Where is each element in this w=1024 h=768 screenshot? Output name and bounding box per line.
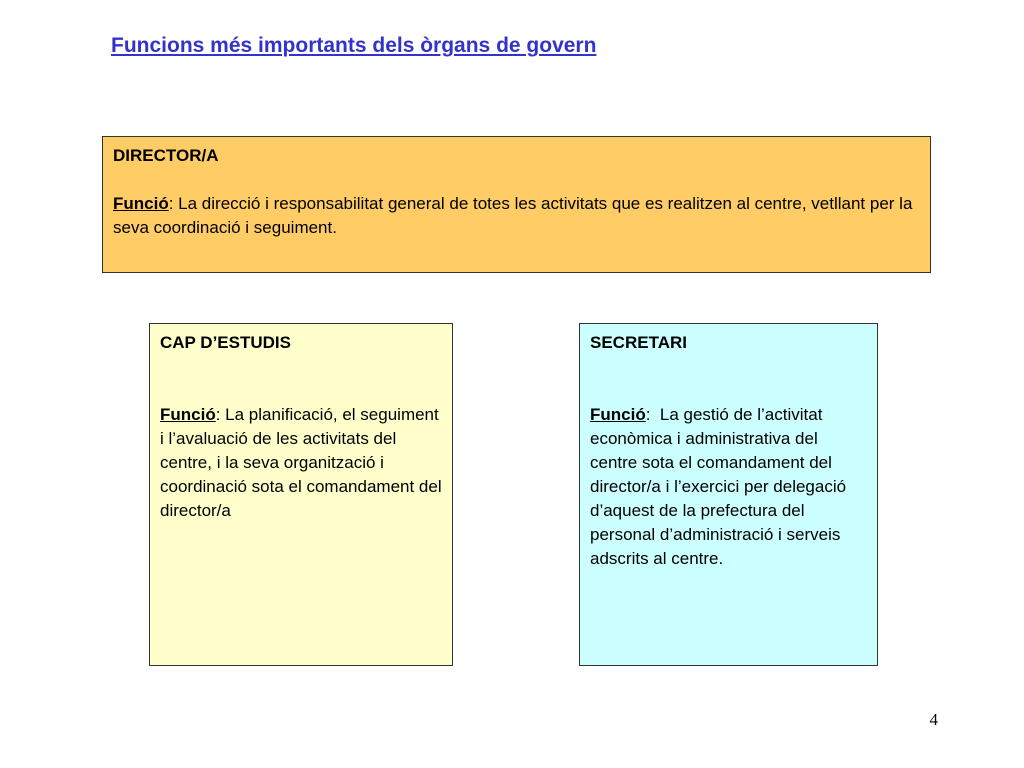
director-function-text: : La direcció i responsabilitat general de totes les activitats que es realitzen al centre, vetllant per la seva coordinació i seguiment. — [113, 194, 913, 237]
spacer — [160, 355, 442, 403]
spacer — [590, 355, 867, 403]
spacer — [113, 168, 920, 192]
cap-estudis-heading: CAP D’ESTUDIS — [160, 333, 291, 352]
secretari-function-label: Funció — [590, 405, 646, 424]
cap-estudis-box — [149, 323, 453, 666]
secretari-function-text: : La gestió de l’activitat econòmica i administrativa del centre sota el comandament del director/a i l’exercici per delegació d’aquest de la prefectura del personal d’administració i serveis adscrits al centre. — [590, 405, 851, 568]
secretari-function — [590, 403, 867, 571]
director-function-label: Funció — [113, 194, 169, 213]
director-box — [102, 136, 931, 273]
secretari-heading: SECRETARI — [590, 333, 687, 352]
page-number: 4 — [929, 710, 938, 729]
director-heading: DIRECTOR/A — [113, 146, 219, 165]
director-function — [113, 192, 920, 240]
cap-estudis-function-text: : La planificació, el seguiment i l’avaluació de les activitats del centre, i la seva organització i coordinació sota el comandament del director/a — [160, 405, 442, 520]
cap-estudis-function — [160, 403, 442, 523]
cap-estudis-function-label: Funció — [160, 405, 216, 424]
secretari-box — [579, 323, 878, 666]
slide-title: Funcions més importants dels òrgans de govern — [111, 34, 597, 57]
